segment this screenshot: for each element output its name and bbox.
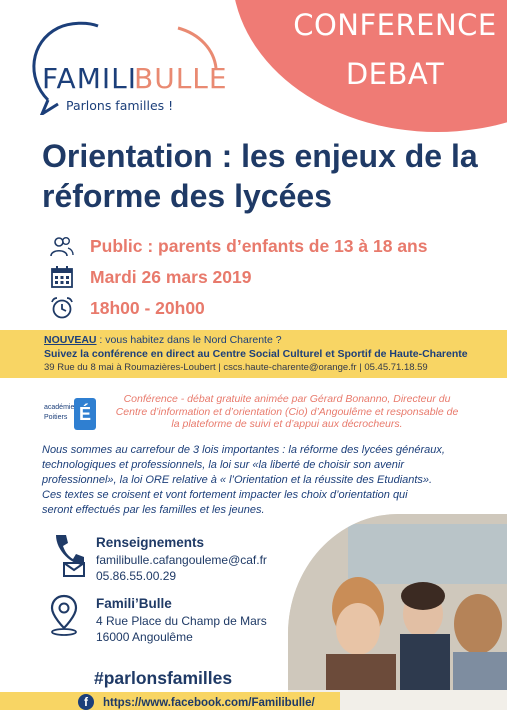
page-title-line2: réforme des lycées [42,178,332,214]
map-pin-icon [49,594,79,636]
calendar-icon [50,265,74,289]
academie-poitiers-logo [44,398,96,432]
address-line1: 4 Rue Place du Champ de Mars [96,614,267,628]
place-title: Famili’Bulle [96,596,172,611]
academy-logo-line1: académie [44,404,75,411]
notice-question: : vous habitez dans le Nord Charente ? [96,334,282,346]
academy-description [102,393,472,431]
body-line: Ces textes se croisent et vont fortement impacter les choix d’orientation qui [42,489,408,501]
logo-word-bulle: BULLE [134,62,228,95]
body-line: Nous sommes au carrefour de 3 lois importantes : la réforme des lycées généraux, [42,444,445,456]
renseignements-title: Renseignements [96,535,205,550]
notice-label: NOUVEAU [44,334,97,346]
students-photo-illustration [288,514,507,710]
academy-line: la plateforme de suivi et d’appui aux décrocheurs. [171,418,403,430]
date-text: Mardi 26 mars 2019 [90,267,252,287]
conference-title: CONFERENCE [293,8,497,42]
address-line2: 16000 Angoulême [96,630,193,644]
people-icon [50,234,74,258]
academy-logo-line2: Poitiers [44,414,68,421]
logo-word-famili: FAMILI [42,62,137,95]
body-line: technologiques et professionnels, la loi sur «la liberté de choisir son avenir [42,459,404,471]
academy-logo-mark: É [74,398,96,430]
alarm-clock-icon [50,296,74,320]
academy-line: Conférence - débat gratuite animée par Gérard Bonanno, Directeur du [123,393,451,405]
contact-email[interactable]: familibulle.cafangouleme@caf.fr [96,553,267,567]
contact-phone[interactable]: 05.86.55.00.29 [96,569,177,583]
notice-line1 [44,334,282,346]
notice-line2: Suivez la conférence en direct au Centre Social Culturel et Sportif de Haute-Charente [44,348,468,360]
body-line: professionnel», la loi ORE relative à « l’Orientation et la réussite des Etudiants». [42,474,433,486]
logo-tagline: Parlons familles ! [66,98,174,113]
hashtag: #parlonsfamilles [94,668,233,688]
phone-email-icon [52,533,86,577]
familibulle-logo [28,20,228,115]
facebook-link[interactable]: https://www.facebook.com/Familibulle/ [103,697,315,709]
body-paragraph [42,443,470,518]
body-line: seront effectués par les familles et les jeunes. [42,504,265,516]
audience-text: Public : parents d’enfants de 13 à 18 ans [90,236,428,256]
students-photo [288,514,507,710]
academy-line: Centre d’information et d’orientation (Cio) d’Angoulême et responsable de [115,405,459,418]
facebook-icon[interactable]: f [78,694,94,710]
time-text: 18h00 - 20h00 [90,298,205,318]
notice-contact-line: 39 Rue du 8 mai à Roumazières-Loubert | cscs.haute-charente@orange.fr | 05.45.71.18.59 [44,362,428,373]
debat-title: DEBAT [345,57,445,91]
page-title-line1: Orientation : les enjeux de la [42,138,478,174]
